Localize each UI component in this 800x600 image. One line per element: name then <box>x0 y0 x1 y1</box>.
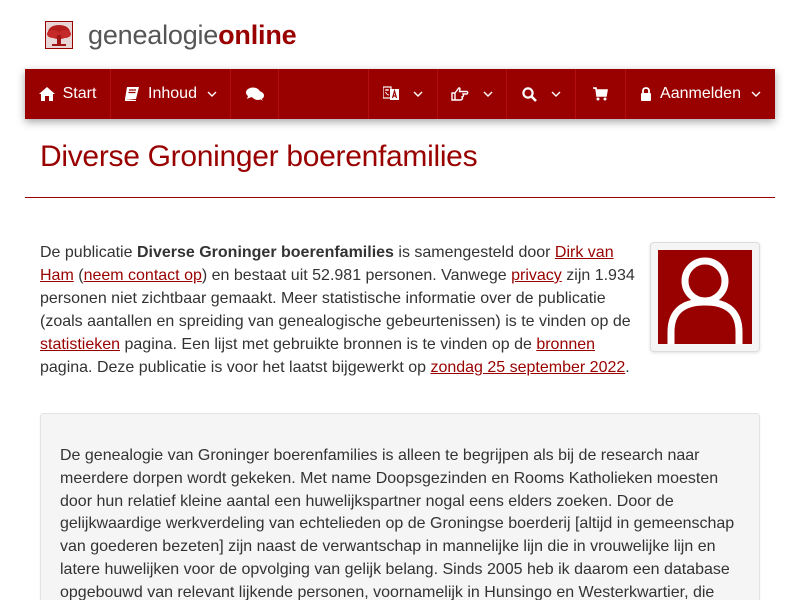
description-text: De genealogie van Groninger boerenfamilies is alleen te begrijpen als bij de research naar meerdere dorpen wordt gekeken. Met name Doopsgezinden en Rooms Katholieken moesten door hun relatief kleine aantal een huwelijkspartner nogal eens elders zoeken. Door de gelijkwaardige werkverdeling van echtelieden op de Groningse boerderij [altijd in gemeenschap van goederen bezeten] zijn naast de verwantschap in mannelijke lijn die in vrouwelijke lijn en latere huwelijken voor de opvolging van gelijk belang. Sinds 2005 heb ik daarom een database opgebouwd van relevant lijkende personen, voornamelijk in Hunsingo en Westerkwartier, die <box>60 447 735 600</box>
nav-inhoud[interactable] <box>111 69 231 119</box>
publication-description <box>40 413 760 600</box>
family-tree-icon <box>45 21 73 49</box>
nav-login-label: Aanmelden <box>660 85 741 102</box>
chevron-down-icon <box>483 91 493 97</box>
cart-icon <box>593 87 608 101</box>
lock-icon <box>640 87 652 101</box>
logo-text: genealogieonline <box>88 20 297 50</box>
publication-intro: De publicatie Diverse Groninger boerenfamilies is samengesteld door Dirk van Ham (neem contact op) en bestaat uit 52.981 personen. Vanwege privacy zijn 1.934 personen niet zichtbaar gemaakt. Meer statistische informatie over de publicatie (zoals aantallen en spreiding van genealogische gebeurtenissen) is te vinden op de statistieken pagina. Een lijst met gebruikte bronnen is te vinden op de bronnen pagina. Deze publicatie is voor het laatst bijgewerkt op zondag 25 september 2022. <box>40 244 635 376</box>
nav-cart[interactable] <box>576 69 626 119</box>
search-icon <box>522 87 537 102</box>
page-title: Diverse Groninger boerenfamilies <box>40 140 478 173</box>
last-updated-link[interactable]: zondag 25 september 2022 <box>430 359 626 376</box>
chevron-down-icon <box>413 91 423 97</box>
chevron-down-icon <box>751 91 761 97</box>
comments-icon <box>246 87 264 101</box>
privacy-link[interactable]: privacy <box>511 267 562 284</box>
nav-forum[interactable] <box>231 69 279 119</box>
chevron-down-icon <box>551 91 561 97</box>
nav-inhoud-label: Inhoud <box>148 85 197 102</box>
chevron-down-icon <box>207 91 217 97</box>
nav-spacer <box>279 69 369 119</box>
language-icon <box>383 86 399 102</box>
main-navbar <box>25 69 775 119</box>
nav-search[interactable] <box>507 69 576 119</box>
home-icon <box>39 87 55 101</box>
hand-pointer-icon <box>451 87 469 101</box>
nav-login[interactable] <box>626 69 775 119</box>
author-avatar[interactable] <box>650 242 760 352</box>
nav-language[interactable] <box>369 69 438 119</box>
nav-start[interactable] <box>25 69 111 119</box>
contact-link[interactable]: neem contact op <box>83 267 202 284</box>
user-icon <box>658 250 752 344</box>
sources-link[interactable]: bronnen <box>536 336 596 353</box>
title-divider <box>25 197 775 198</box>
author-link[interactable]: Dirk van Ham <box>40 244 614 284</box>
site-logo[interactable] <box>45 20 296 50</box>
publication-name: Diverse Groninger boerenfamilies <box>136 244 394 261</box>
statistics-link[interactable]: statistieken <box>40 336 121 353</box>
nav-actions[interactable] <box>438 69 507 119</box>
nav-start-label: Start <box>62 85 97 102</box>
book-icon <box>124 87 140 101</box>
